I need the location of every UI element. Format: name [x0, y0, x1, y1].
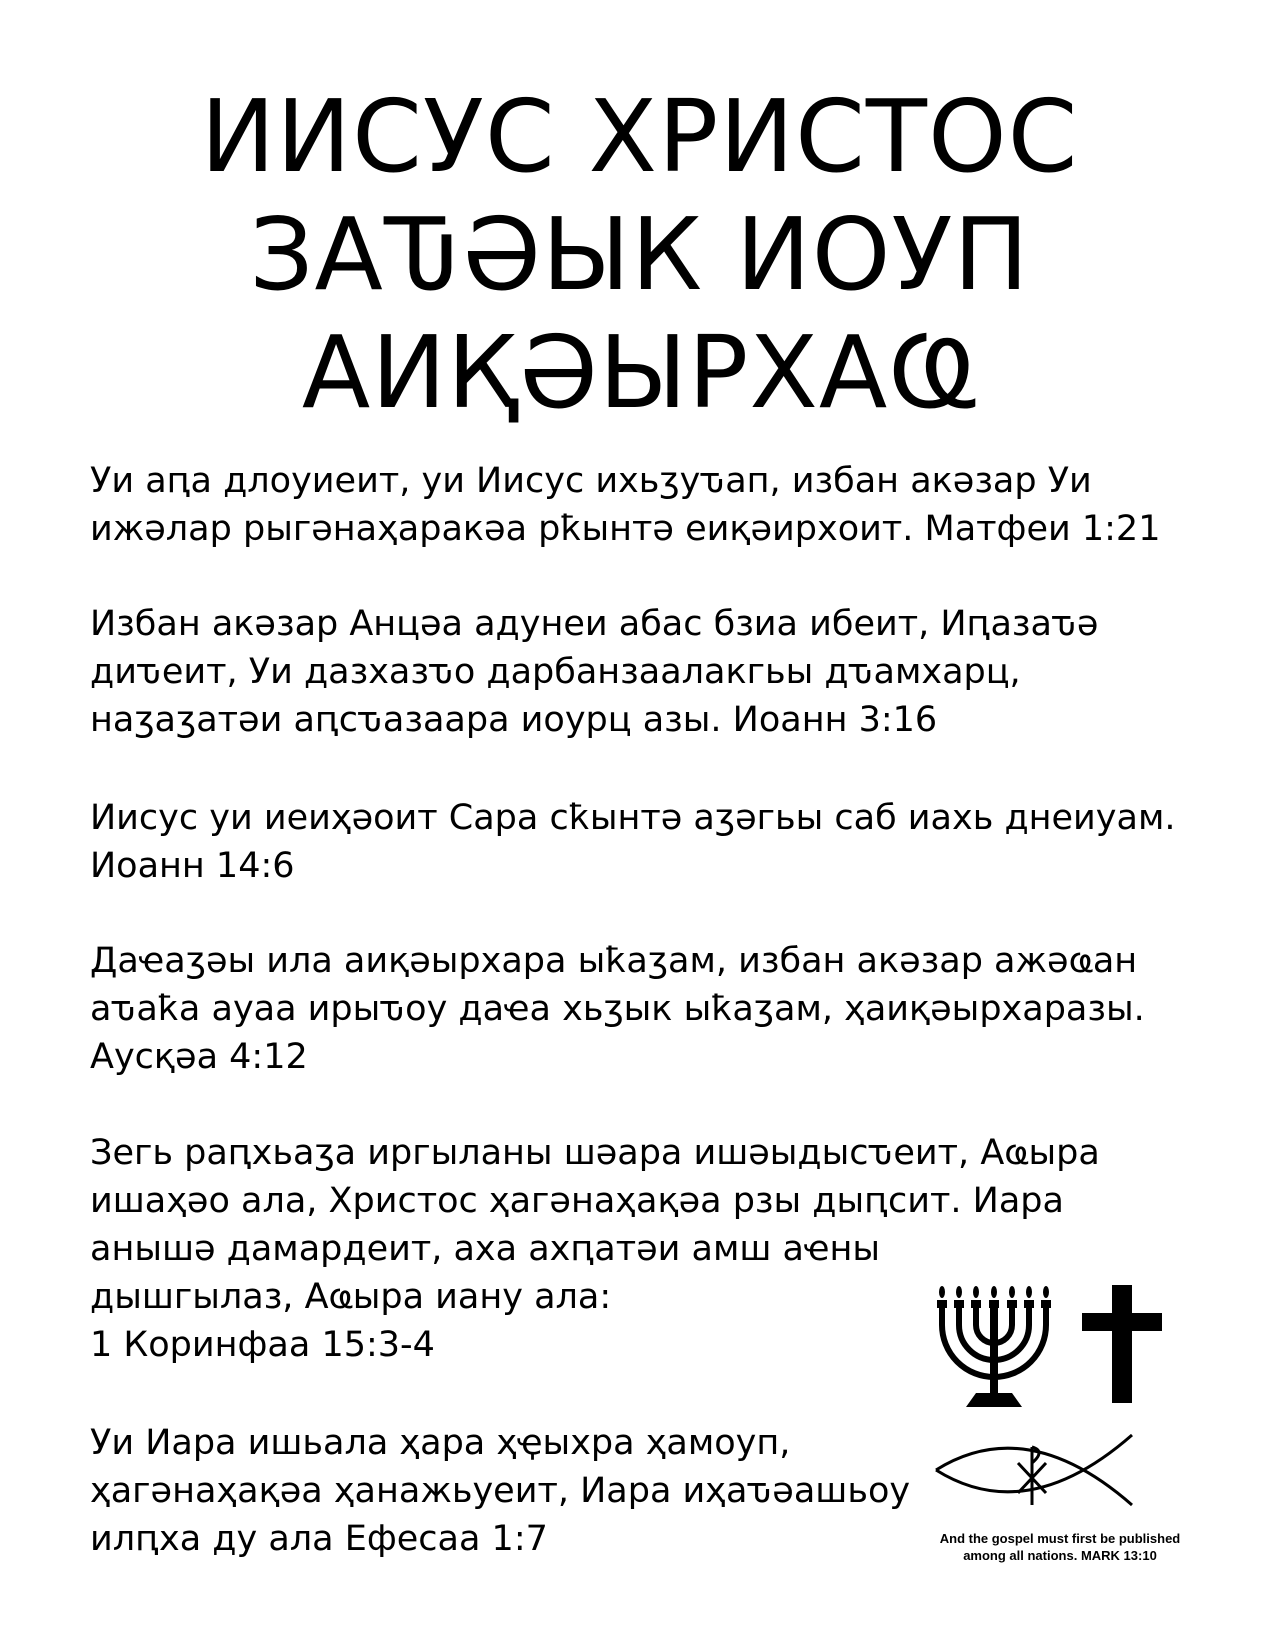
page-title: [0, 78, 1279, 432]
verse-line: ижәлар рыгәнаҳаракәа рҟынтә еиқәирхоит. Матфеи 1:21: [90, 509, 1161, 549]
cross-icon: [1082, 1285, 1162, 1405]
verse-line: Иоанн 14:6: [90, 846, 295, 886]
caption: [910, 1530, 1210, 1564]
title-line-1: ИИСУС ХРИСТОС: [200, 78, 1079, 195]
caption-line-2: among all nations. MARK 13:10: [963, 1548, 1157, 1563]
title-line-2: ЗАԎӘЫК ИОУП: [249, 196, 1030, 313]
verse-block: [90, 1419, 910, 1563]
verse-line: Зегь раԥхьаӡа иргыланы шәара ишәыдысԏеит, Аҩыра: [90, 1133, 1100, 1173]
verse-line: Уи аԥа длоуиеит, уи Иисус ихьӡуԏап, избан акәзар Уи: [90, 461, 1092, 501]
verse-line: Даҽаӡәы ила аиқәырхара ыҟаӡам, избан акәзар ажәҩан: [90, 941, 1138, 981]
verse-line: Избан акәзар Анцәа адунеи абас бзиа ибеит, Иԥазаԏә: [90, 604, 1099, 644]
verse-block: [90, 457, 1160, 553]
verse-line: ишаҳәо ала, Христос ҳагәнаҳақәа рзы дыԥсит. Иара: [90, 1181, 1064, 1221]
menorah-icon: [932, 1285, 1057, 1415]
verse-line: илԥха ду ала Ефесаа 1:7: [90, 1519, 548, 1559]
verse-line: аԏаҟа ауаа ирыԏоу даҽа хьӡык ыҟаӡам, ҳаиқәырхаразы.: [90, 989, 1145, 1029]
verse-block: [90, 937, 1145, 1081]
verse-line: 1 Коринфаа 15:3-4: [90, 1325, 435, 1365]
verse-line: анышә дамардеит, аха ахԥатәи амш аҽны: [90, 1229, 880, 1269]
title-line-3: АИҚӘЫРХАҨ: [301, 314, 978, 431]
verse-block: [90, 794, 1176, 890]
caption-line-1: And the gospel must first be published: [939, 1531, 1181, 1546]
verse-line: Аусқәа 4:12: [90, 1037, 308, 1077]
ichthys-chi-rho-icon: [932, 1425, 1162, 1515]
verse-block: [90, 600, 1098, 744]
verse-line: Уи Иара ишьала ҳара ҳҿыхра ҳамоуп,: [90, 1423, 791, 1463]
verse-line: диԏеит, Уи дазхазԏо дарбанзаалакгьы дԏамхарц,: [90, 652, 1021, 692]
verse-line: Иисус уи иеиҳәоит Сара сҟынтә аӡәгьы саб иахь днеиуам.: [90, 798, 1176, 838]
verse-line: дышгылаз, Аҩыра иану ала:: [90, 1277, 612, 1317]
verse-line: ҳагәнаҳақәа ҳанажьуеит, Иара иҳаԏәашьоу: [90, 1471, 911, 1511]
verse-line: наӡаӡатәи аԥсԏазаара иоурц азы. Иоанн 3:16: [90, 700, 938, 740]
